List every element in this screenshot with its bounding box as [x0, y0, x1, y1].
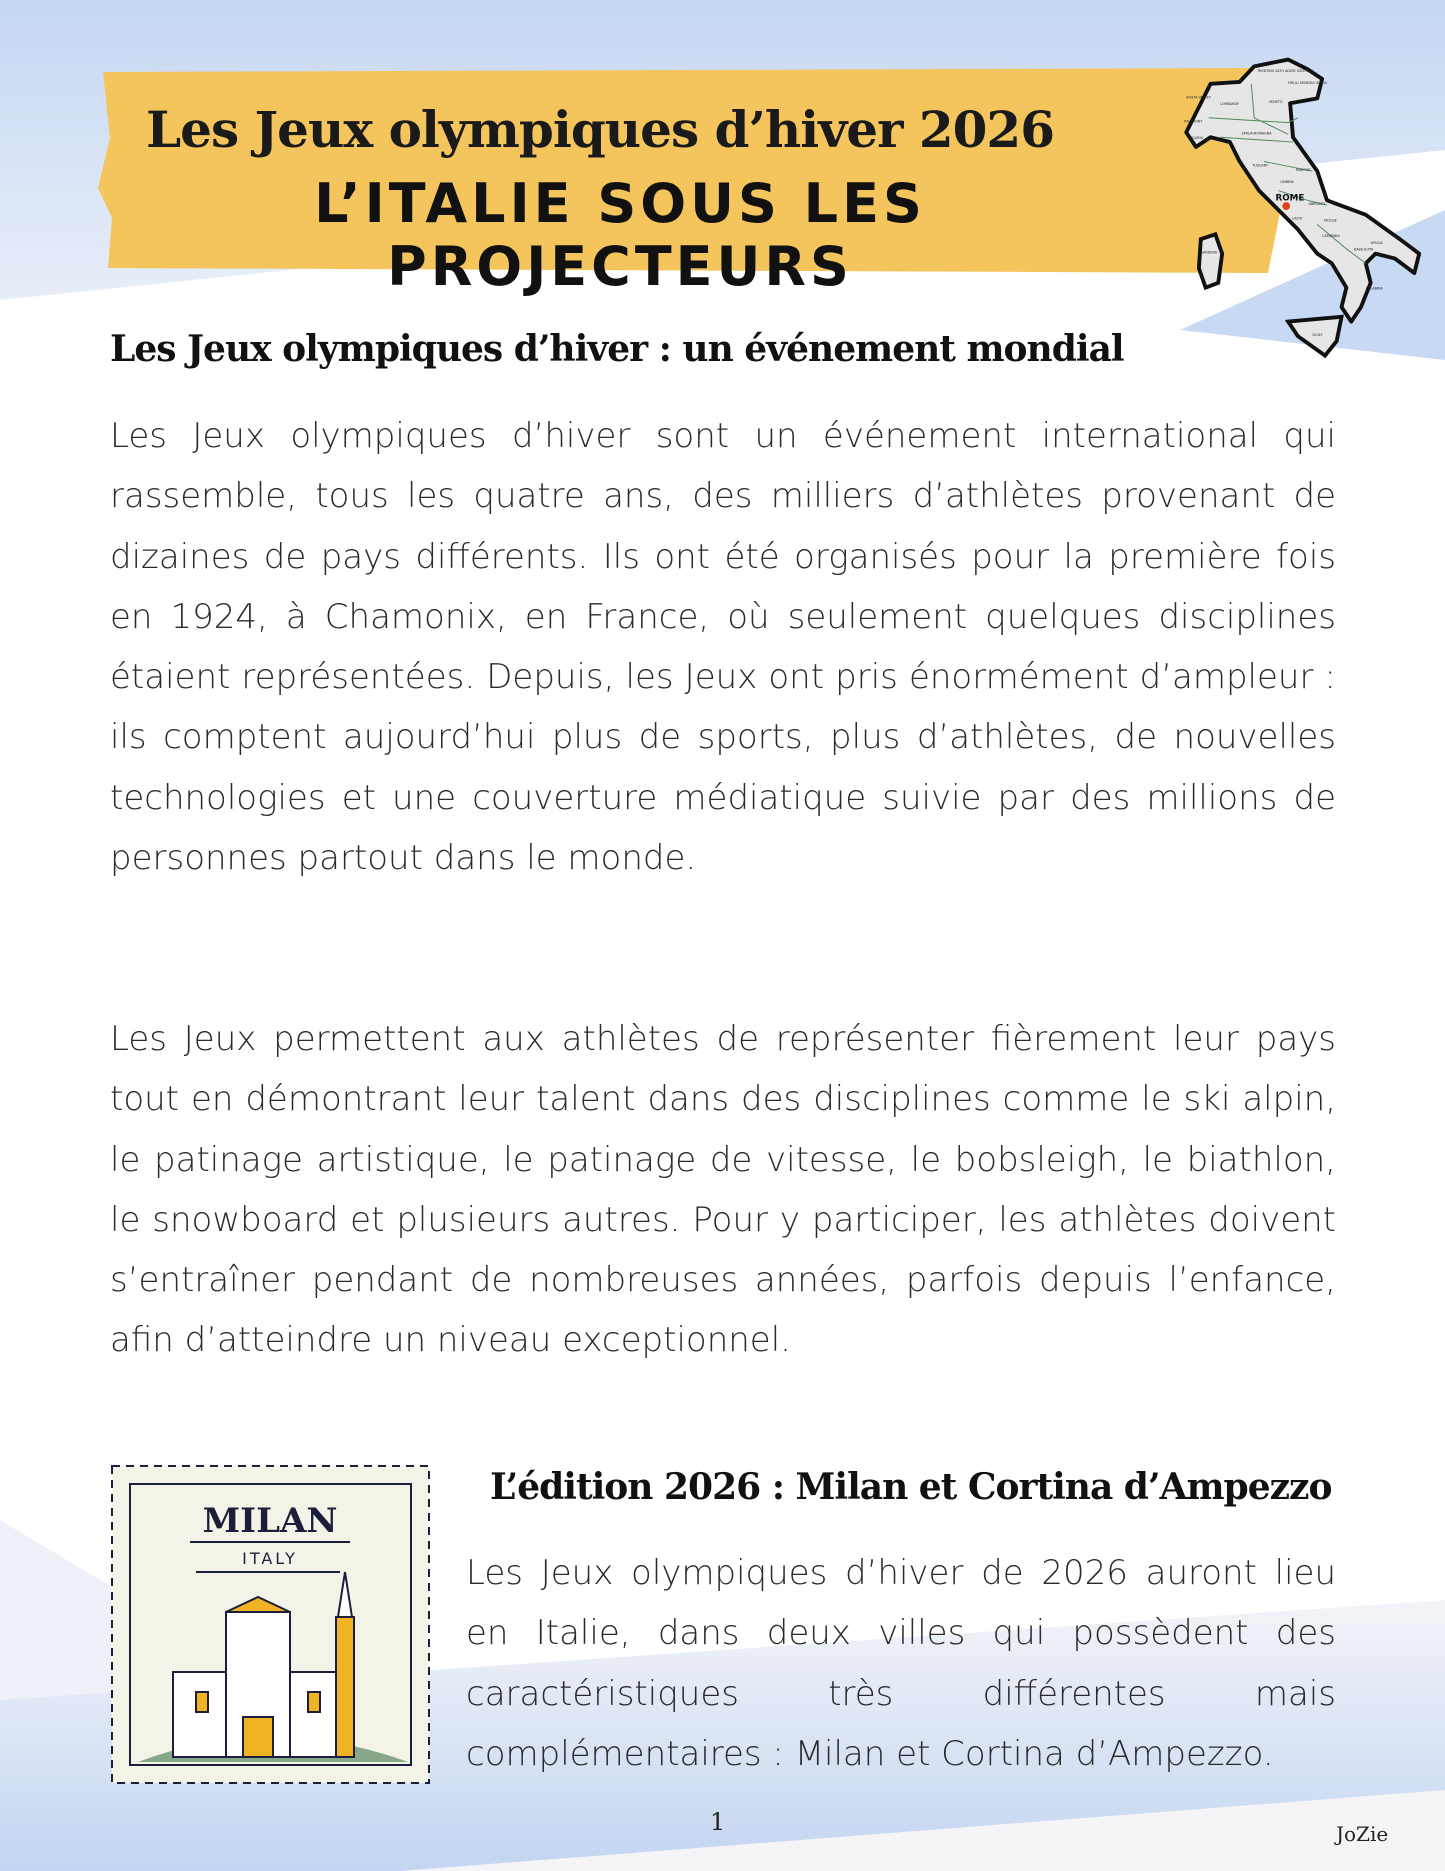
svg-text:TUSCANY: TUSCANY [1252, 163, 1269, 168]
section2-heading: L’édition 2026 : Milan et Cortina d’Ampezzo [490, 1466, 1332, 1508]
svg-text:LIGURIA: LIGURIA [1189, 136, 1203, 141]
stamp-city: MILAN [202, 1501, 338, 1541]
svg-text:AOSTA VALLEY: AOSTA VALLEY [1186, 95, 1211, 100]
stamp-country: ITALY [242, 1549, 298, 1568]
svg-text:CAMPANIA: CAMPANIA [1322, 234, 1340, 239]
title-line-2: L’ITALIE SOUS LES PROJECTEURS [314, 172, 926, 298]
section1-heading: Les Jeux olympiques d’hiver : un événement mondial [110, 328, 1124, 370]
svg-text:FRIULI VENEZIA GIULIA: FRIULI VENEZIA GIULIA [1288, 80, 1327, 85]
italy-map [1180, 45, 1440, 375]
section1-paragraph1: Les Jeux olympiques d’hiver sont un événement international qui rassemble, tous les quatre ans, des milliers d’athlètes provenant de dizaines de pays différents. Ils ont été organisés pour la première fois en 1924, à Chamonix, en France, où seulement quelques disciplines étaient représentées. Depuis, les Jeux ont pris énormément d’ampleur : ils comptent aujourd’hui plus de sports, plus d’athlètes, de nouvelles technologies et une couverture médiatique suivie par des millions de personnes partout dans le monde. [110, 416, 1336, 879]
rome-marker [1282, 202, 1290, 210]
section1-paragraph2: Les Jeux permettent aux athlètes de représenter fièrement leur pays tout en démontrant leur talent dans des disciplines comme le ski alpin, le patinage artistique, le patinage de vitesse, le bobsleigh, le biathlon, le snowboard et plusieurs autres. Pour y participer, les athlètes doivent s’entraîner pendant de nombreuses années, parfois depuis l’enfance, afin d’atteindre un niveau exceptionnel. [110, 1019, 1336, 1361]
title-line-1: Les Jeux olympiques d’hiver 2026 [146, 100, 1054, 159]
milan-stamp-illustration [108, 1462, 433, 1787]
svg-text:PIEDMONT: PIEDMONT [1184, 119, 1203, 124]
svg-text:SICILY: SICILY [1312, 333, 1323, 338]
svg-text:BASILICATA: BASILICATA [1354, 247, 1374, 252]
svg-text:VENETO: VENETO [1268, 100, 1283, 105]
svg-text:EMILIA-ROMAGNA: EMILIA-ROMAGNA [1241, 131, 1272, 136]
svg-text:LAZIO: LAZIO [1292, 216, 1303, 221]
author-signature: JoZie [1336, 1822, 1389, 1846]
svg-text:MOLISE: MOLISE [1324, 218, 1337, 223]
page-number: 1 [710, 1808, 726, 1836]
svg-text:SARDINIA: SARDINIA [1200, 250, 1218, 255]
svg-text:APULIA: APULIA [1370, 240, 1383, 245]
section2-paragraph: Les Jeux olympiques d’hiver de 2026 auront lieu en Italie, dans deux villes qui possèdent des caractéristiques très différentes mais complémentaires : Milan et Cortina d’Ampezzo. [466, 1553, 1336, 1774]
svg-text:LOMBARDY: LOMBARDY [1220, 102, 1240, 107]
svg-text:UMBRIA: UMBRIA [1280, 179, 1294, 184]
map-city-label: ROME [1275, 193, 1305, 204]
svg-text:MARCHE: MARCHE [1295, 168, 1311, 173]
svg-text:ABRUZZO: ABRUZZO [1308, 202, 1326, 207]
svg-text:CALABRIA: CALABRIA [1365, 286, 1383, 291]
svg-text:TRENTINO ALTO ADIGE SÜDTIROL: TRENTINO ALTO ADIGE SÜDTIROL [1257, 69, 1314, 74]
